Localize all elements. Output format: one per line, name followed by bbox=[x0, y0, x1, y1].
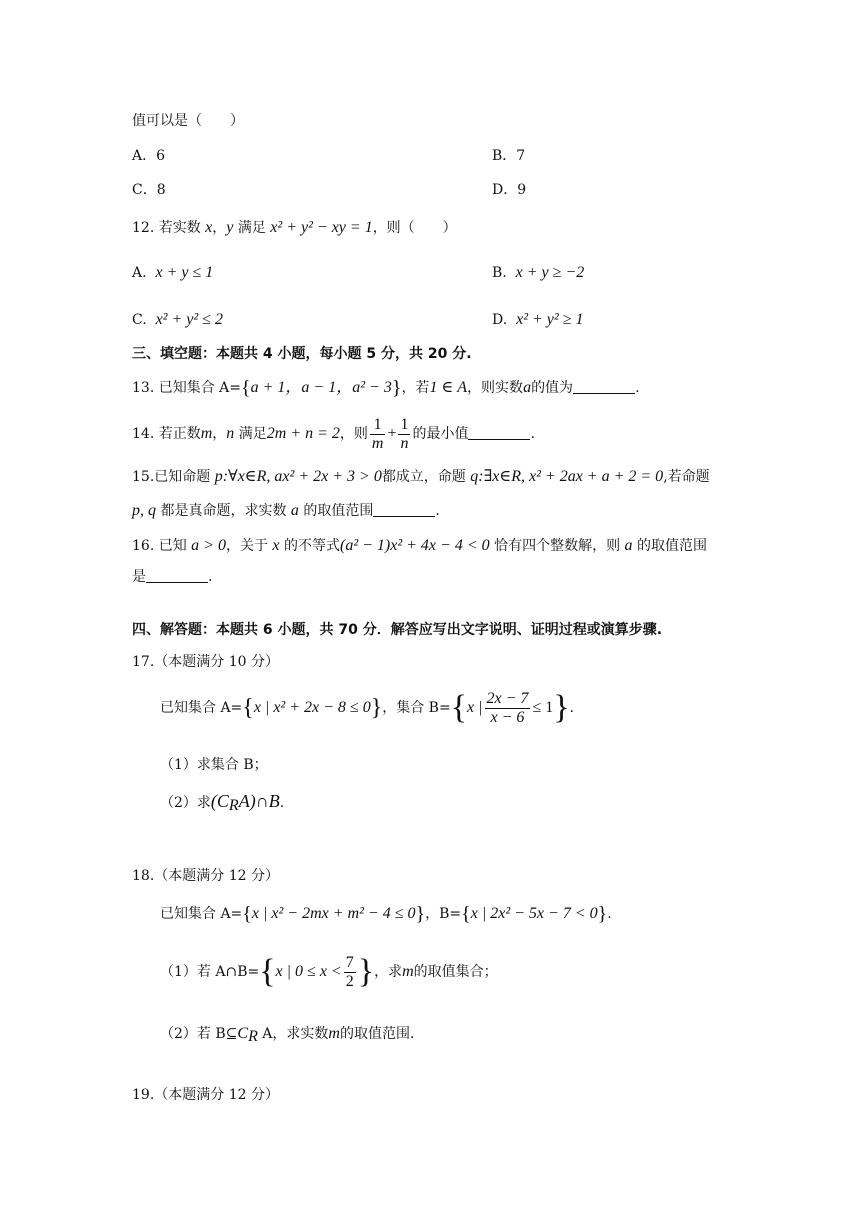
q18-given: 已知集合 A={x | x² − 2mx + m² − 4 ≤ 0}，B={x | 2x² − 5x − 7 < 0}. bbox=[160, 903, 612, 925]
q11-option-a: A．6 bbox=[132, 148, 166, 164]
q17-title: 17.（本题满分 10 分） bbox=[132, 654, 279, 670]
q12-sep: ， bbox=[212, 220, 227, 236]
q18-part1-fraction bbox=[344, 954, 356, 991]
q15-line2-tail: 的取值范围 bbox=[303, 503, 374, 519]
q18-part1: （1）若 A∩B={x | 0 ≤ x < $\frac{7}{2}$ }，求m的取值集合； bbox=[160, 953, 498, 990]
q15-var: a bbox=[290, 502, 299, 519]
q17-part2-prefix: （2）求 bbox=[160, 795, 211, 811]
q14-fraction-1 bbox=[370, 416, 386, 453]
q16-tail2: 的取值范围 bbox=[636, 538, 707, 554]
q17-frac-den: x − 6 bbox=[490, 708, 525, 726]
q14-plus: + bbox=[387, 425, 397, 442]
q15-line1 bbox=[132, 467, 710, 487]
q18-part2-end: 的取值范围. bbox=[339, 1026, 415, 1042]
q15-p-statement: p:∀x∈R, ax² + 2x + 3 > 0 bbox=[214, 468, 382, 485]
q12-suffix: ，则（ ） bbox=[372, 220, 457, 236]
q17-part2-expr: (C bbox=[210, 791, 229, 811]
q14-equation: 2m + n = 2 bbox=[266, 425, 340, 442]
q16-prefix: 16. 已知 bbox=[132, 538, 187, 554]
q15-tail: ,若命题 bbox=[663, 469, 710, 485]
q17-part1: （1）求集合 B； bbox=[160, 757, 268, 773]
q14-prefix: 14. 若正数 bbox=[132, 426, 201, 442]
q16-tail: 恰有四个整数解，则 bbox=[494, 538, 621, 554]
q14-then: ，则 bbox=[339, 426, 368, 442]
q17-given: 已知集合 A={x | x² + 2x − 8 ≤ 0}，集合 B={x | $\frac{2x - 7}{x - 6}$ ≤ 1}. bbox=[160, 689, 574, 726]
section4-heading: 四、解答题：本题共 6 小题，共 70 分．解答应写出文字说明、证明过程或演算步骤. bbox=[132, 622, 663, 638]
q13-mid: ，若 bbox=[401, 380, 430, 396]
q13-end: . bbox=[635, 380, 640, 396]
q11-option-c: C．8 bbox=[132, 182, 166, 198]
q13-set: a + 1，a − 1，a² − 3 bbox=[250, 379, 392, 396]
q14-frac2-den: n bbox=[400, 434, 409, 452]
q17-part2-end: . bbox=[279, 795, 285, 811]
q17-part2-expr2: A)∩B bbox=[238, 791, 280, 811]
q12-option-c bbox=[132, 310, 223, 330]
q13-suffix: ，则实数 bbox=[467, 380, 524, 396]
q12-option-b-label: B. bbox=[492, 265, 507, 281]
q18-part1-end: 的取值集合； bbox=[413, 964, 498, 980]
q12-option-c-label: C. bbox=[132, 312, 147, 328]
q18-part2-a: A，求实数 bbox=[262, 1026, 329, 1042]
q13-var: a bbox=[523, 379, 532, 396]
q15-q-statement: q:∃x∈R, x² + 2ax + a + 2 = 0 bbox=[470, 468, 664, 485]
q17-given-end: . bbox=[569, 700, 574, 716]
q18-part2-var: m bbox=[328, 1025, 340, 1042]
q16-inequality: (a² − 1)x² + 4x − 4 < 0 bbox=[339, 537, 490, 554]
q14-tail: 的最小值 bbox=[412, 426, 469, 442]
q17-given-prefix: 已知集合 A= bbox=[160, 700, 243, 716]
q18-part2-c: C bbox=[237, 1025, 249, 1042]
q16-mid2: 的不等式 bbox=[283, 538, 340, 554]
q18-part1-tail: ，求 bbox=[374, 964, 403, 980]
q11-option-d: D．9 bbox=[492, 182, 527, 198]
q15-mid: 都成立，命题 bbox=[381, 469, 466, 485]
q18-part1-prefix: （1）若 A∩B= bbox=[160, 964, 260, 980]
q18-given-mid: ，B= bbox=[425, 906, 462, 922]
q16-line1 bbox=[132, 536, 707, 556]
q18-given-prefix: 已知集合 A= bbox=[160, 906, 243, 922]
q16-answer-blank[interactable] bbox=[146, 568, 208, 583]
q12-option-a-expr: x + y ≤ 1 bbox=[155, 264, 214, 281]
q12-equation: x² + y² − xy = 1 bbox=[270, 219, 373, 236]
q17-set-b-tail: ≤ 1 bbox=[532, 699, 554, 716]
q17-set-b-fraction bbox=[485, 690, 531, 727]
q16-end: . bbox=[208, 569, 213, 585]
q18-given-end: . bbox=[607, 906, 612, 922]
q16-cond: a > 0 bbox=[191, 537, 226, 554]
q18-set-a: x | x² − 2mx + m² − 4 ≤ 0 bbox=[251, 905, 416, 922]
q12-cond: 满足 bbox=[237, 220, 266, 236]
q17-given-mid: ，集合 B= bbox=[382, 700, 451, 716]
q14-fraction-2 bbox=[398, 416, 410, 453]
q15-answer-blank[interactable] bbox=[373, 502, 435, 517]
q16-line2 bbox=[132, 567, 212, 587]
q18-part1-var: m bbox=[402, 963, 414, 980]
q18-part1-set-lead: x | 0 ≤ x < bbox=[275, 963, 342, 980]
q15-prefix: 15.已知命题 bbox=[132, 469, 211, 485]
q17-part2 bbox=[160, 791, 284, 813]
q17-part2-sub: R bbox=[228, 797, 239, 814]
q12-option-a bbox=[132, 263, 213, 283]
q16-var: x bbox=[272, 537, 280, 554]
q14-frac1-num: 1 bbox=[370, 416, 386, 435]
q15-vars: p, q bbox=[132, 502, 156, 519]
q13-tail: 的值为 bbox=[531, 380, 574, 396]
q14-end: . bbox=[530, 426, 535, 442]
q19-title: 19.（本题满分 12 分） bbox=[132, 1087, 279, 1103]
q15-end: . bbox=[435, 503, 440, 519]
q18-part2-prefix: （2）若 B⊆ bbox=[160, 1026, 238, 1042]
q12-option-d bbox=[492, 310, 583, 330]
q12-prefix: 12. 若实数 bbox=[132, 220, 201, 236]
q14-frac2-num: 1 bbox=[400, 415, 409, 433]
q18-part2-sub: R bbox=[248, 1028, 258, 1045]
q13-answer-blank[interactable] bbox=[573, 379, 635, 394]
q18-set-b: x | 2x² − 5x − 7 < 0 bbox=[470, 905, 598, 922]
q12-option-a-label: A. bbox=[132, 265, 147, 281]
q15-line2-text: 都是真命题，求实数 bbox=[160, 503, 287, 519]
q13-prefix: 13. 已知集合 A= bbox=[132, 380, 242, 396]
q16-var2: a bbox=[624, 537, 633, 554]
q14-frac1-den: m bbox=[371, 434, 384, 452]
q12-option-b-expr: x + y ≥ −2 bbox=[515, 264, 585, 281]
q13-stem: 13. 已知集合 A={a + 1，a − 1，a² − 3}，若1 ∈ A，则实数a的值为 . bbox=[132, 377, 640, 399]
q11-stem-tail: 值可以是（ ） bbox=[132, 113, 244, 129]
q14-mid: 满足 bbox=[238, 426, 267, 442]
q18-part2 bbox=[160, 1024, 414, 1044]
q16-line2-text: 是 bbox=[132, 569, 146, 585]
q16-mid: ，关于 bbox=[225, 538, 268, 554]
q14-answer-blank[interactable] bbox=[468, 425, 530, 440]
section3-heading: 三、填空题：本题共 4 小题，每小题 5 分，共 20 分. bbox=[132, 346, 472, 362]
q17-set-a: x | x² + 2x − 8 ≤ 0 bbox=[253, 699, 371, 716]
q14-stem: 14. 若正数m，n 满足2m + n = 2，则 $\frac{1}{m}$ + $\frac{1}{n}$ 的最小值 . bbox=[132, 415, 535, 452]
q18-title: 18.（本题满分 12 分） bbox=[132, 868, 279, 884]
q12-option-b bbox=[492, 263, 584, 283]
q12-stem: 12. 若实数 x，y 满足 x² + y² − xy = 1，则（ ） bbox=[132, 219, 457, 236]
q11-option-b: B．7 bbox=[492, 148, 526, 164]
q15-line2 bbox=[132, 501, 440, 521]
q18-frac-num: 7 bbox=[345, 953, 354, 971]
q12-option-d-expr: x² + y² ≥ 1 bbox=[516, 311, 584, 328]
q13-cond: 1 ∈ A bbox=[429, 379, 468, 396]
q12-option-d-label: D. bbox=[492, 312, 508, 328]
q17-frac-num: 2x − 7 bbox=[486, 689, 529, 707]
q12-option-c-expr: x² + y² ≤ 2 bbox=[155, 311, 223, 328]
q18-frac-den: 2 bbox=[345, 972, 354, 990]
q17-set-b-lead: x | bbox=[467, 699, 483, 716]
